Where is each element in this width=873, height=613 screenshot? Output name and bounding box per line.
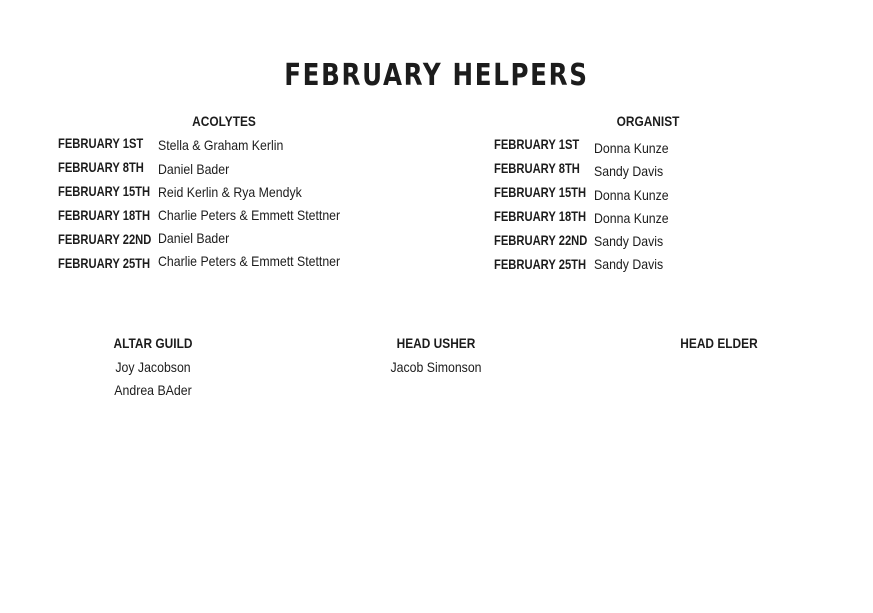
head-elder-heading: HEAD ELDER [680, 335, 758, 351]
head-usher-heading: HEAD USHER [396, 335, 476, 351]
schedule-date: FEBRUARY 15TH [494, 184, 587, 200]
schedule-date: FEBRUARY 1ST [58, 135, 144, 151]
schedule-date: FEBRUARY 22ND [58, 231, 152, 247]
altar-guild-names [83, 359, 223, 405]
organist-heading: ORGANIST [616, 113, 680, 129]
schedule-date: FEBRUARY 22ND [494, 232, 588, 248]
head-usher-name: Jacob Simonson [390, 359, 482, 375]
schedule-date: FEBRUARY 25TH [494, 256, 587, 272]
schedule-date: FEBRUARY 18TH [58, 207, 151, 223]
schedule-name: Charlie Peters & Emmett Stettner [158, 207, 341, 223]
schedule-date: FEBRUARY 15TH [58, 183, 151, 199]
schedule-date: FEBRUARY 18TH [494, 208, 587, 224]
page-title: FEBRUARY HELPERS [284, 58, 589, 93]
head-usher-names [366, 359, 506, 382]
schedule-name: Donna Kunze [594, 210, 669, 226]
schedule-date: FEBRUARY 25TH [58, 255, 151, 271]
schedule-name: Reid Kerlin & Rya Mendyk [158, 184, 302, 200]
schedule-name: Daniel Bader [158, 161, 230, 177]
schedule-name: Sandy Davis [594, 256, 664, 272]
schedule-date: FEBRUARY 8TH [58, 159, 144, 175]
schedule-date: FEBRUARY 8TH [494, 160, 580, 176]
schedule-date: FEBRUARY 1ST [494, 136, 580, 152]
altar-guild-name: Andrea BAder [114, 382, 192, 398]
schedule-name: Donna Kunze [594, 140, 669, 156]
altar-guild-name: Joy Jacobson [115, 359, 191, 375]
schedule-name: Daniel Bader [158, 230, 230, 246]
schedule-name: Stella & Graham Kerlin [158, 137, 284, 153]
schedule-name: Sandy Davis [594, 163, 664, 179]
schedule-name: Donna Kunze [594, 187, 669, 203]
schedule-name: Sandy Davis [594, 233, 664, 249]
acolytes-heading: ACOLYTES [192, 113, 256, 129]
schedule-name: Charlie Peters & Emmett Stettner [158, 253, 341, 269]
altar-guild-heading: ALTAR GUILD [113, 335, 193, 351]
